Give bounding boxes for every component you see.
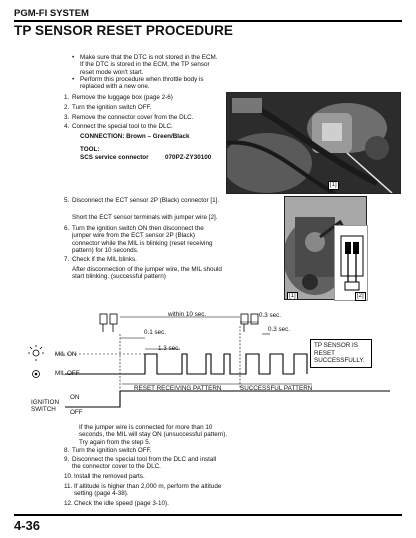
step-number: 10. — [64, 473, 73, 480]
label-mil-on: MIL ON — [55, 351, 77, 358]
footer-rule — [14, 514, 402, 516]
step-text: Disconnect the ECT sensor 2P (Black) connector [1]. — [72, 197, 220, 204]
jumper-wire-graphic — [335, 226, 369, 302]
mil-lamp-icon — [28, 345, 44, 361]
step-text: Check if the MIL blinks. — [72, 256, 137, 263]
label-within-10-sec: within 10 sec. — [168, 311, 207, 318]
step-number: 7. — [64, 256, 70, 263]
label-reset-pattern: RESET RECEIVING PATTERN — [134, 385, 222, 392]
connector-icon-right — [241, 314, 258, 332]
section-header: PGM-FI SYSTEM — [14, 8, 89, 19]
label-0-1-sec: 0.1 sec. — [144, 329, 167, 336]
bullet-replace: • Perform this procedure when throttle body is replaced with a new one. — [72, 76, 222, 91]
photo-label-1b: [1] — [289, 293, 296, 299]
connector-icon-left — [100, 314, 117, 332]
label-ign-on: ON — [70, 394, 80, 401]
step-number: 1. — [64, 94, 70, 101]
note-unsuccessful: If the jumper wire is connected for more than 10 seconds, the MIL will stay ON (unsuccessful pattern). Try again from the step 5. — [79, 424, 228, 446]
step-text: Turn the ignition switch ON then disconnect the jumper wire from the ECT sensor 2P (Black) connector while the MIL is blinking (reset receiving pattern) for 10 seconds. — [72, 225, 213, 254]
step-text: Turn the ignition switch OFF. — [72, 447, 152, 454]
step-number: 3. — [64, 114, 70, 121]
connection-spec: CONNECTION: Brown – Green/Black — [80, 133, 190, 140]
step-number: 2. — [64, 104, 70, 111]
label-0-3-sec-b: 0.3 sec. — [268, 326, 291, 333]
tool-code: 070PZ-ZY30100 — [165, 154, 212, 161]
step-text: Disconnect the special tool from the DLC and install the connector cover to the DLC. — [72, 456, 217, 471]
reset-success-callout — [310, 339, 372, 368]
photo-label-1: [1] — [330, 182, 337, 188]
callout-line-1: TP SENSOR IS — [314, 342, 358, 349]
step-text: Turn the ignition switch OFF. — [72, 104, 152, 111]
step-number: 9. — [64, 456, 70, 463]
mil-waveform — [65, 354, 307, 374]
engine-check-icon — [33, 371, 40, 378]
callout-line-2: RESET — [314, 349, 335, 357]
step-number: 8. — [64, 447, 70, 454]
photo-dlc-connector — [226, 92, 401, 194]
label-1-3-sec: 1.3 sec. — [158, 345, 181, 352]
tool-name: SCS service connector — [80, 154, 149, 161]
step-text: If altitude is higher than 2,000 m, perform the altitude setting (page 4-38). — [74, 483, 222, 498]
header-rule — [14, 20, 402, 22]
tool-heading: TOOL: — [80, 146, 100, 153]
bullet-dtc: • Make sure that the DTC is not stored in the ECM. If the DTC is stored in the ECM, the TP sensor reset mode won't start. — [72, 54, 222, 76]
step-text: After disconnection of the jumper wire, the MIL should start blinking. (successful pattern) — [72, 266, 222, 281]
step-text: Remove the luggage box (page 2-6) — [72, 94, 173, 101]
step-text: Short the ECT sensor terminals with jumper wire [2]. — [72, 214, 218, 221]
page-title: TP SENSOR RESET PROCEDURE — [14, 23, 234, 38]
label-switch: SWITCH — [31, 406, 56, 413]
step-number: 5. — [64, 197, 70, 204]
step-text: Remove the connector cover from the DLC. — [72, 114, 194, 121]
label-mil-off: MIL OFF — [55, 370, 80, 377]
step-number: 6. — [64, 225, 70, 232]
callout-line-3: SUCCESSFULLY. — [314, 357, 365, 365]
label-successful-pattern: SUCCESSFUL PATTERN — [240, 385, 313, 392]
label-ign-off: OFF — [70, 409, 83, 416]
step-text: Install the removed parts. — [74, 473, 145, 480]
ignition-waveform — [65, 391, 390, 407]
label-0-3-sec-a: 0.3 sec. — [259, 312, 282, 319]
photo-label-2: [2] — [357, 293, 364, 299]
step-number: 4. — [64, 123, 70, 130]
label-ignition: IGNITION — [31, 399, 59, 406]
step-text: Connect the special tool to the DLC. — [72, 123, 173, 130]
step-text: Check the idle speed (page 3-10). — [74, 500, 169, 507]
photo-dlc-graphic — [227, 93, 401, 194]
page-number: 4-36 — [14, 518, 41, 533]
step-number: 11. — [64, 483, 73, 490]
step-number: 12. — [64, 500, 73, 507]
jumper-wire-panel — [334, 225, 368, 301]
